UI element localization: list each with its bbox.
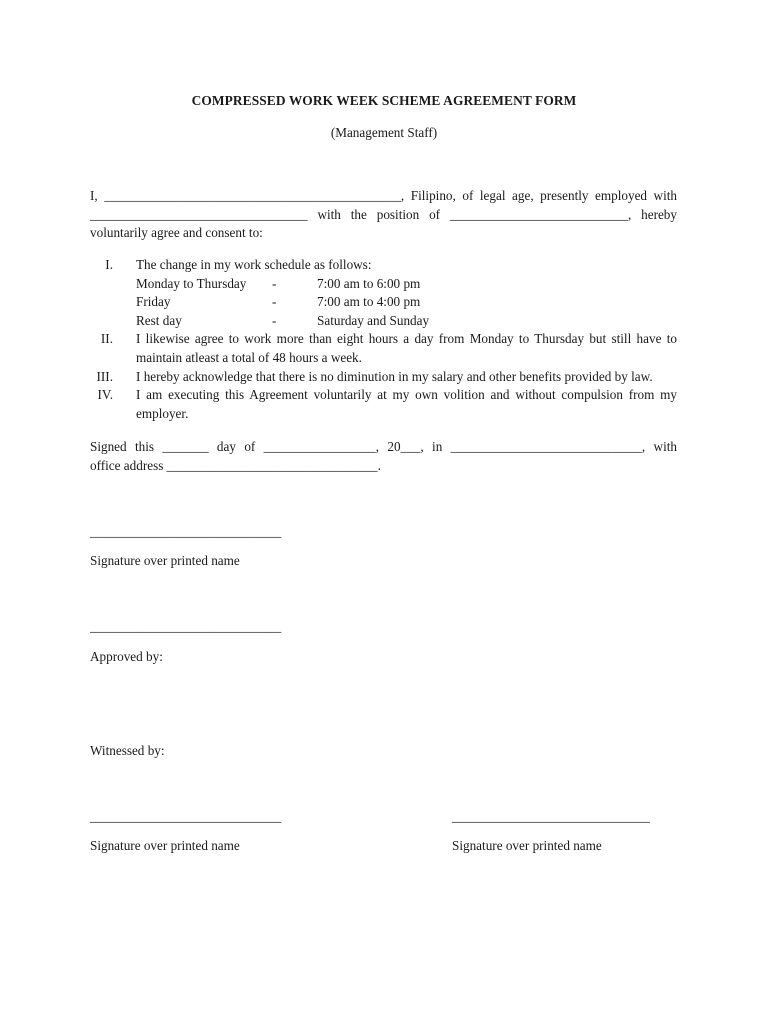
list-numeral: III.	[96, 368, 113, 384]
list-item	[90, 330, 677, 367]
list-item-text: I likewise agree to work more than eight hours a day from Monday to Thursday but still have to	[136, 331, 677, 347]
witness-signature-line-left: _____________________________	[90, 809, 282, 824]
list-numeral: IV.	[97, 387, 113, 403]
schedule-row	[136, 293, 677, 312]
list-numeral: I.	[105, 257, 113, 272]
approved-by-label: Approved by:	[90, 649, 163, 664]
list-numeral: II.	[100, 331, 113, 347]
list-item-text: I hereby acknowledge that there is no diminution in my salary and other benefits provided by law.	[136, 368, 653, 384]
signed-line-2: office address ________________________________.	[90, 457, 381, 473]
schedule-day: Rest day	[136, 312, 182, 328]
approver-signature-line: _____________________________	[90, 619, 282, 634]
list-item-text: I am executing this Agreement voluntarily at my own volition and without compulsion from my	[136, 387, 677, 403]
intro-line-1: I, _____________________________________________, Filipino, of legal age, presently employed with	[90, 188, 677, 203]
witness-signature-line-right: ______________________________	[452, 809, 650, 824]
agreement-list	[90, 256, 677, 423]
schedule-time: 7:00 am to 6:00 pm	[317, 275, 421, 291]
list-item-text: employer.	[136, 405, 189, 421]
form-title: COMPRESSED WORK WEEK SCHEME AGREEMENT FORM	[191, 93, 577, 108]
schedule-day: Friday	[136, 294, 171, 310]
schedule-row	[136, 312, 677, 331]
schedule-row	[136, 275, 677, 294]
schedule-time: 7:00 am to 4:00 pm	[317, 294, 421, 310]
intro-line-3: voluntarily agree and consent to:	[90, 225, 263, 241]
schedule-dash: -	[272, 294, 277, 310]
signed-line-1: Signed this _______ day of _________________, 20___, in _____________________________, with	[90, 439, 677, 454]
signature-line: _____________________________	[90, 524, 282, 539]
list-item-text: maintain atleast a total of 48 hours a week.	[136, 349, 362, 365]
list-item-text: The change in my work schedule as follows:	[136, 257, 372, 272]
schedule-dash: -	[272, 275, 277, 291]
list-item	[90, 368, 677, 387]
witnessed-by-label: Witnessed by:	[90, 743, 165, 758]
intro-line-2: _________________________________ with the position of ___________________________, hereby	[90, 206, 677, 222]
witness-signature-label-left: Signature over printed name	[90, 838, 240, 853]
list-item	[90, 386, 677, 423]
list-item	[90, 256, 677, 330]
signature-label: Signature over printed name	[90, 553, 240, 568]
schedule-time: Saturday and Sunday	[317, 312, 430, 328]
signed-paragraph	[90, 438, 677, 475]
schedule-day: Monday to Thursday	[136, 275, 247, 291]
schedule-dash: -	[272, 312, 277, 328]
intro-paragraph	[90, 187, 677, 243]
form-subtitle: (Management Staff)	[330, 125, 438, 140]
witness-signature-label-right: Signature over printed name	[452, 838, 602, 853]
